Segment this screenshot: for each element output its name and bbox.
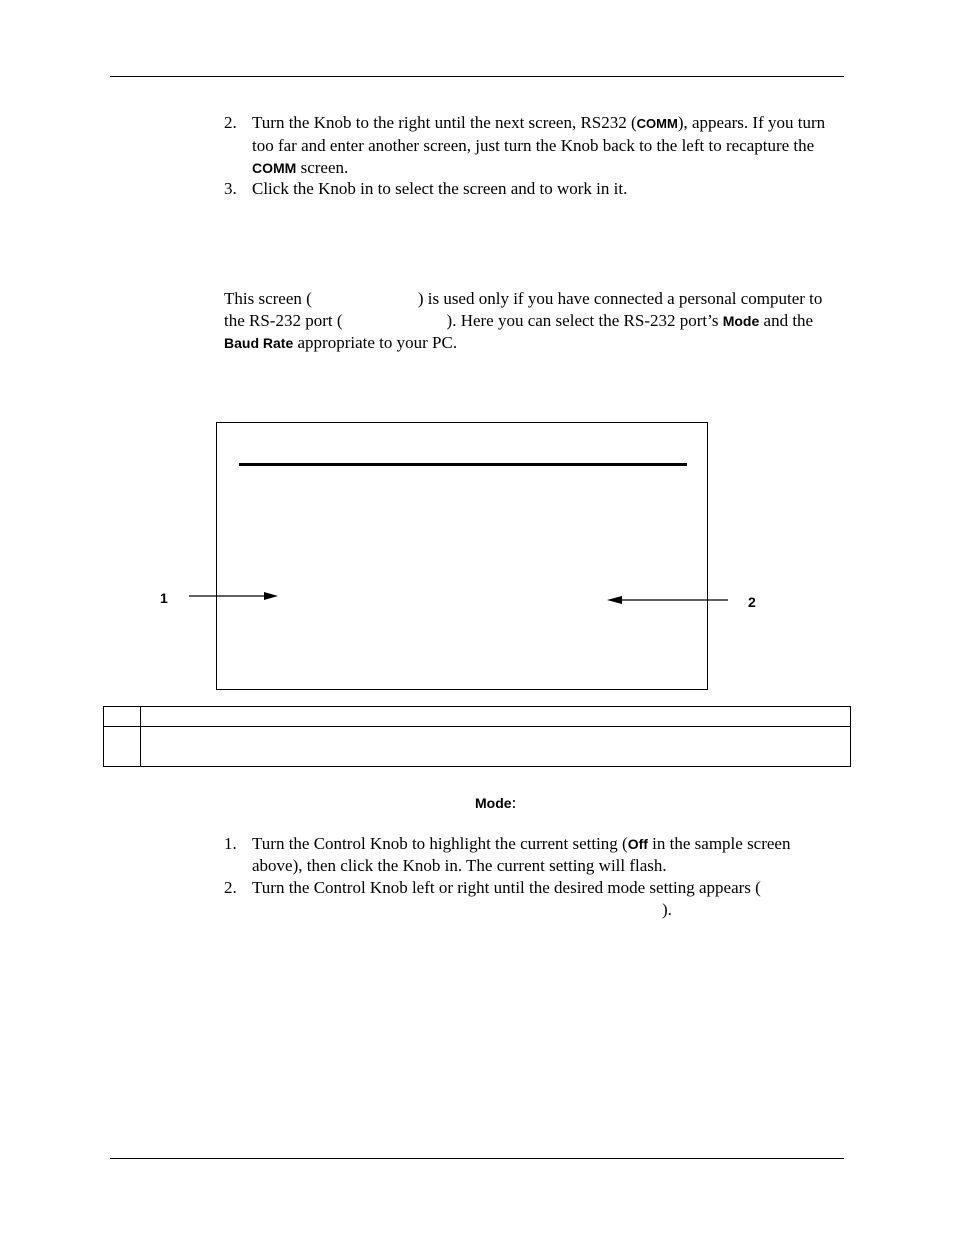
step-1-mode [224,833,844,877]
step-number: 3. [224,179,237,198]
table-cell [141,727,851,767]
table-row [104,727,851,767]
step-2-top [224,112,844,180]
callout-1-label: 1 [160,590,168,606]
table-row [104,707,851,727]
table-cell [141,707,851,727]
table-cell [104,727,141,767]
screen-title-bar [239,463,687,466]
footer-rule [110,1158,844,1159]
step-text: Turn the Control Knob left or right until the desired mode setting appears ( ). [252,878,761,919]
step-text: Click the Knob in to select the screen and to work in it. [252,179,628,198]
step-number: 2. [224,878,237,897]
step-text: Turn the Knob to the right until the next screen, RS232 (COMM), appears. If you turn too far and enter another screen, just turn the Knob back to the left to recapture the COMM screen. [252,113,826,177]
intro-paragraph: This screen ( ) is used only if you have connected a personal computer to the RS-232 port ( ). Here you can select the RS-232 port’s Mode and the Baud Rate appropriate to your PC. [224,289,823,352]
mode-heading: Mode: [475,793,517,812]
callout-2-label: 2 [748,594,756,610]
step-number: 2. [224,113,237,132]
callout-legend-table [103,706,851,767]
step-text: Turn the Control Knob to highlight the current setting (Off in the sample screen above), then click the Knob in. The current setting will flash. [252,834,791,875]
table-cell [104,707,141,727]
header-rule [110,76,844,77]
step-number: 1. [224,834,237,853]
step-3-top [224,178,844,200]
step-2-mode [224,877,844,921]
